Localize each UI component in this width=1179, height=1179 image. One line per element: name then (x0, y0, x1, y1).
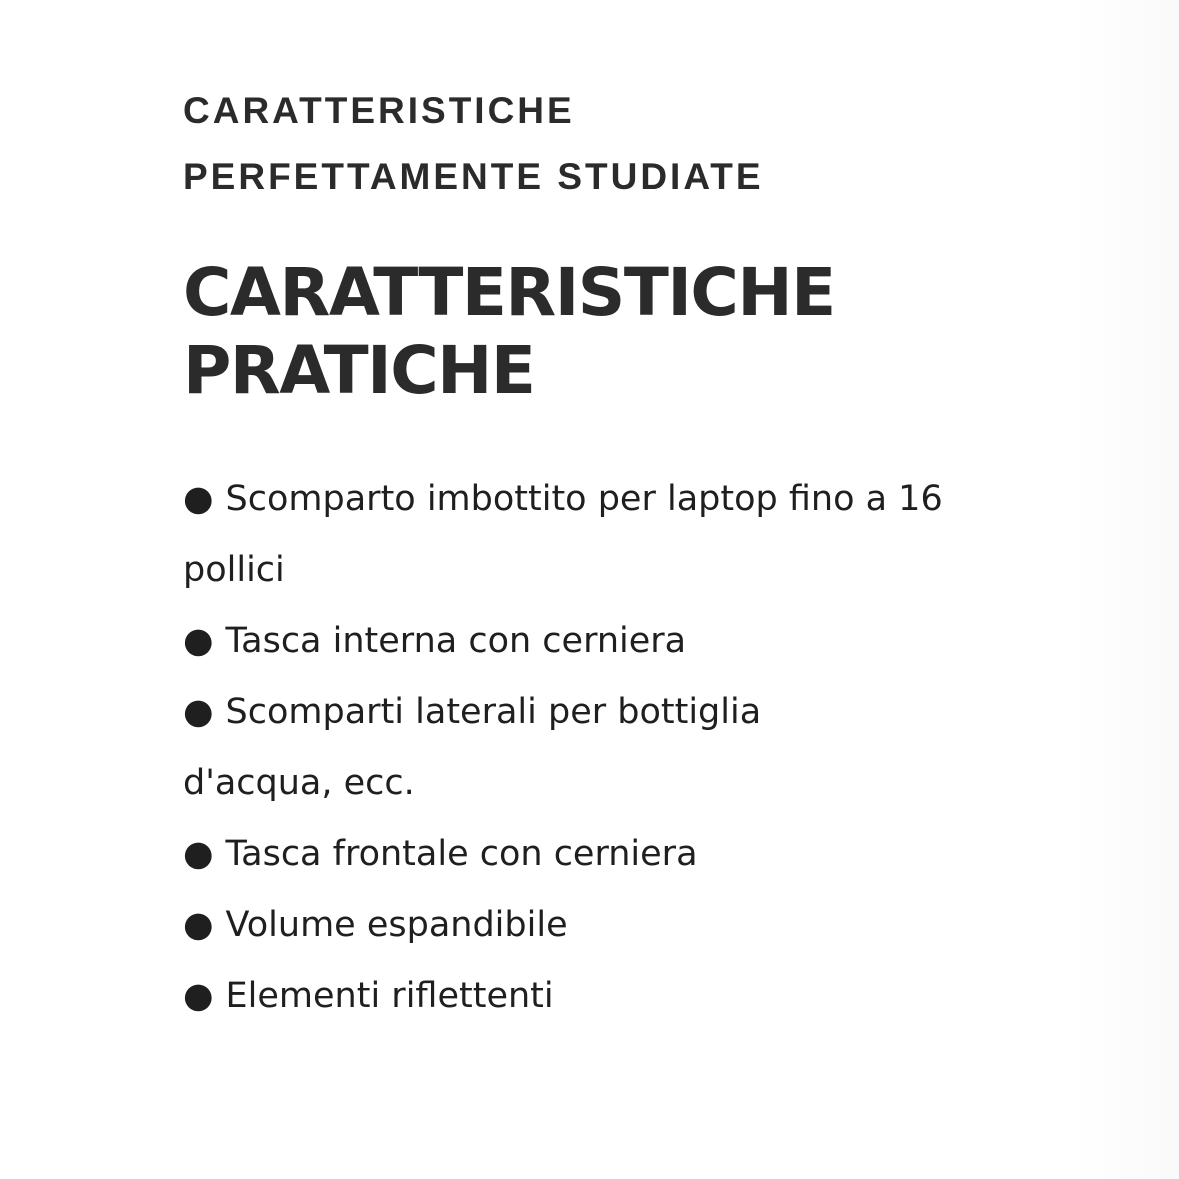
bullet-icon: ● (183, 905, 214, 945)
section-title (183, 254, 1043, 410)
title-line-2: PRATICHE (183, 332, 535, 409)
title-line-1: CARATTERISTICHE (183, 254, 835, 331)
feature-list (183, 464, 1043, 1032)
bullet-icon: ● (183, 621, 214, 661)
feature-section (183, 78, 1043, 1032)
list-item (183, 464, 1013, 606)
eyebrow-line-1: CARATTERISTICHE (183, 90, 575, 131)
list-item (183, 606, 1043, 677)
feature-text: Tasca frontale con cerniera (225, 834, 698, 874)
list-item (183, 677, 883, 819)
bullet-icon: ● (183, 479, 214, 519)
section-eyebrow (183, 78, 1043, 210)
feature-text: Tasca interna con cerniera (225, 621, 687, 661)
list-item (183, 961, 1043, 1032)
list-item (183, 819, 1043, 890)
feature-text: Elementi riflettenti (225, 976, 554, 1016)
feature-text: Volume espandibile (225, 905, 568, 945)
feature-text: Scomparto imbottito per laptop fino a 16 pollici (183, 479, 943, 590)
faint-background-watermark (1069, 0, 1179, 1179)
eyebrow-line-2: PERFETTAMENTE STUDIATE (183, 156, 764, 197)
feature-text: Scomparti laterali per bottiglia d'acqua, ecc. (183, 692, 762, 803)
list-item (183, 890, 1043, 961)
bullet-icon: ● (183, 976, 214, 1016)
bullet-icon: ● (183, 692, 214, 732)
bullet-icon: ● (183, 834, 214, 874)
